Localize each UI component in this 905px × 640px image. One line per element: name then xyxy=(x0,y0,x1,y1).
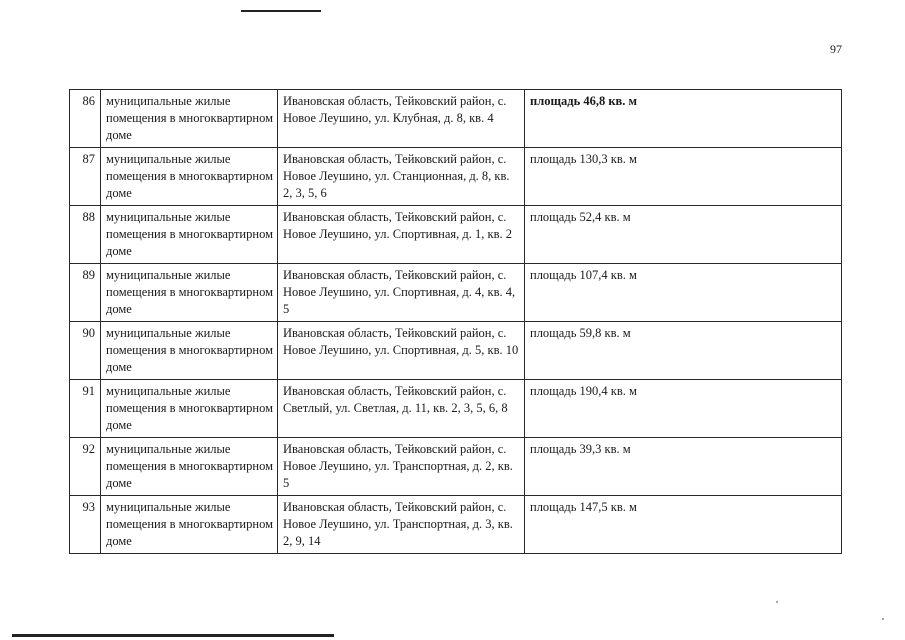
area-cell: площадь 59,8 кв. м xyxy=(525,322,842,380)
address-cell: Ивановская область, Тейковский район, с. Новое Леушино, ул. Транспортная, д. 2, кв. 5 xyxy=(278,438,525,496)
row-number-cell: 87 xyxy=(70,148,101,206)
page-number: 97 xyxy=(830,42,842,56)
area-cell: площадь 39,3 кв. м xyxy=(525,438,842,496)
address-cell: Ивановская область, Тейковский район, с. Новое Леушино, ул. Клубная, д. 8, кв. 4 xyxy=(278,90,525,148)
top-rule xyxy=(241,10,321,12)
property-type-cell: муниципальные жилые помещения в многоквартирном доме xyxy=(101,206,278,264)
row-number-cell: 86 xyxy=(70,90,101,148)
table-row xyxy=(70,148,842,206)
property-type-cell: муниципальные жилые помещения в многоквартирном доме xyxy=(101,264,278,322)
address-cell: Ивановская область, Тейковский район, с. Новое Леушино, ул. Транспортная, д. 3, кв. 2, 9, 14 xyxy=(278,496,525,554)
row-number-cell: 89 xyxy=(70,264,101,322)
area-cell: площадь 52,4 кв. м xyxy=(525,206,842,264)
property-type-cell: муниципальные жилые помещения в многоквартирном доме xyxy=(101,90,278,148)
table-row xyxy=(70,206,842,264)
bottom-rule xyxy=(12,634,334,637)
area-cell: площадь 190,4 кв. м xyxy=(525,380,842,438)
address-cell: Ивановская область, Тейковский район, с. Новое Леушино, ул. Спортивная, д. 1, кв. 2 xyxy=(278,206,525,264)
table-row xyxy=(70,496,842,554)
address-cell: Ивановская область, Тейковский район, с. Новое Леушино, ул. Спортивная, д. 4, кв. 4, 5 xyxy=(278,264,525,322)
table-row xyxy=(70,90,842,148)
row-number-cell: 91 xyxy=(70,380,101,438)
property-type-cell: муниципальные жилые помещения в многоквартирном доме xyxy=(101,322,278,380)
area-cell: площадь 130,3 кв. м xyxy=(525,148,842,206)
area-cell: площадь 107,4 кв. м xyxy=(525,264,842,322)
row-number-cell: 93 xyxy=(70,496,101,554)
property-type-cell: муниципальные жилые помещения в многоквартирном доме xyxy=(101,380,278,438)
property-type-cell: муниципальные жилые помещения в многоквартирном доме xyxy=(101,438,278,496)
row-number-cell: 90 xyxy=(70,322,101,380)
scan-speck xyxy=(776,601,778,603)
address-cell: Ивановская область, Тейковский район, с. Светлый, ул. Светлая, д. 11, кв. 2, 3, 5, 6, 8 xyxy=(278,380,525,438)
address-cell: Ивановская область, Тейковский район, с. Новое Леушино, ул. Станционная, д. 8, кв. 2, 3, 5, 6 xyxy=(278,148,525,206)
table-row xyxy=(70,322,842,380)
table-row xyxy=(70,380,842,438)
area-cell: площадь 147,5 кв. м xyxy=(525,496,842,554)
row-number-cell: 92 xyxy=(70,438,101,496)
table-row xyxy=(70,264,842,322)
scan-speck xyxy=(882,618,884,620)
area-cell: площадь 46,8 кв. м xyxy=(525,90,842,148)
property-table xyxy=(69,89,842,554)
address-cell: Ивановская область, Тейковский район, с. Новое Леушино, ул. Спортивная, д. 5, кв. 10 xyxy=(278,322,525,380)
property-type-cell: муниципальные жилые помещения в многоквартирном доме xyxy=(101,496,278,554)
row-number-cell: 88 xyxy=(70,206,101,264)
property-type-cell: муниципальные жилые помещения в многоквартирном доме xyxy=(101,148,278,206)
table-row xyxy=(70,438,842,496)
